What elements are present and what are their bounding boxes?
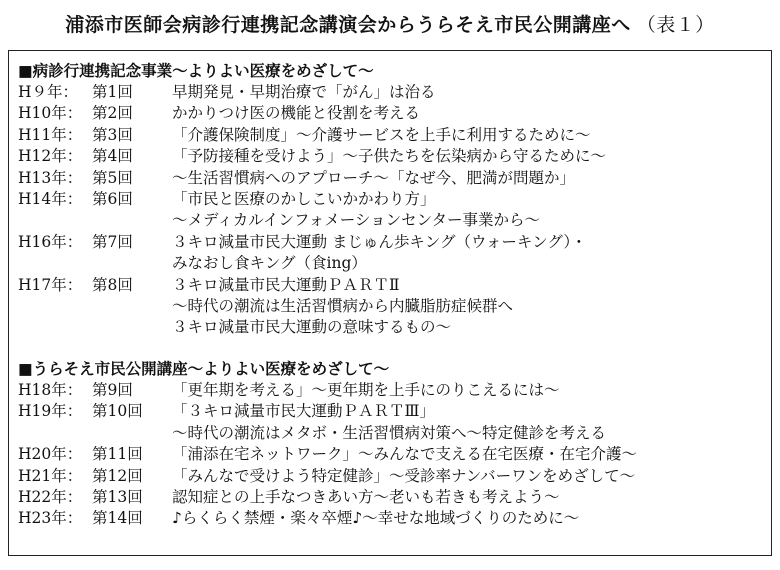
entry-topic: かかりつけ医の機能と役割を考える	[172, 104, 421, 123]
lecture-entry	[18, 380, 771, 401]
section-heading: ■うらそえ市民公開講座～よりよい医療をめざして～	[18, 359, 390, 378]
lecture-entry	[18, 82, 771, 103]
section-heading: ■病診行連携記念事業～よりよい医療をめざして～	[18, 62, 374, 80]
entry-topic: ３キロ減量市民大運動 まじゅん歩キング（ウォーキング）・	[172, 232, 587, 251]
entry-year: H21年：	[18, 466, 83, 485]
lecture-entry	[18, 189, 771, 210]
entry-topic: 「介護保険制度」～介護サービスを上手に利用するために～	[172, 125, 591, 144]
entry-topic: ～生活習慣病へのアプローチ～「なぜ今、肥満が問題か」	[172, 168, 576, 187]
entry-year: H17年：	[18, 275, 83, 294]
entry-topic-continuation: ～メディカルインフォメーションセンター事業から～	[172, 211, 540, 230]
entry-year: H20年：	[18, 445, 83, 464]
entry-year: H９年：	[18, 83, 79, 101]
entry-number: 第5回	[92, 168, 133, 187]
entry-number: 第3回	[92, 125, 133, 144]
lecture-entry	[18, 275, 771, 296]
entry-number: 第6回	[92, 190, 133, 209]
entry-year: H11年：	[18, 125, 83, 144]
entry-number: 第13回	[92, 487, 143, 506]
lecture-entry	[18, 466, 771, 487]
page-title	[0, 10, 780, 37]
entry-topic: ♪らくらく禁煙・楽々卒煙♪～幸せな地域づくりのために～	[172, 509, 580, 528]
entry-number: 第4回	[92, 147, 133, 166]
entry-number: 第9回	[92, 380, 133, 399]
entry-number: 第14回	[92, 509, 143, 528]
entry-year: H10年：	[18, 104, 83, 123]
entry-number: 第1回	[92, 83, 133, 101]
table-label: （表１）	[636, 14, 715, 36]
lecture-entry	[18, 444, 771, 465]
entry-number: 第2回	[92, 104, 133, 123]
entry-topic: 「更年期を考える」～更年期を上手にのりこえるには～	[172, 380, 560, 399]
entry-number: 第7回	[92, 232, 133, 251]
entry-year: H16年：	[18, 232, 83, 251]
lecture-entry	[18, 487, 771, 508]
entry-topic: 「予防接種を受けよう」～子供たちを伝染病から守るために～	[172, 147, 607, 166]
title-text: 浦添市医師会病診行連携記念講演会からうらそえ市民公開講座へ	[65, 14, 631, 36]
lecture-entry	[18, 168, 771, 189]
entry-year: H14年：	[18, 190, 83, 209]
entry-number: 第8回	[92, 275, 133, 294]
lecture-entry	[18, 232, 771, 253]
entry-number: 第12回	[92, 466, 143, 485]
entry-topic: 「３キロ減量市民大運動ＰＡＲＴⅢ」	[172, 402, 435, 421]
lecture-entry	[18, 125, 771, 146]
entry-topic-continuation: ～時代の潮流はメタボ・生活習慣病対策へ～特定健診を考える	[172, 423, 607, 442]
entry-year: H13年：	[18, 168, 83, 187]
entry-year: H23年：	[18, 509, 83, 528]
lecture-entry	[18, 508, 771, 529]
entry-number: 第10回	[92, 402, 143, 421]
lecture-entry	[18, 401, 771, 422]
entry-number: 第11回	[92, 445, 143, 464]
entry-topic: 「みんなで受けよう特定健診」～受診率ナンバーワンをめざして～	[172, 466, 636, 485]
entry-year: H12年：	[18, 147, 83, 166]
lecture-list-box	[8, 50, 772, 556]
entry-topic-continuation: ～時代の潮流は生活習慣病から内臓脂肪症候群へ	[172, 297, 514, 316]
entry-topic-continuation: ３キロ減量市民大運動の意味するもの～	[172, 318, 452, 337]
lecture-entry	[18, 103, 771, 124]
entry-topic: 認知症との上手なつきあい方～老いも若きも考えよう～	[172, 487, 560, 506]
entry-topic: 「市民と医療のかしこいかかわり方」	[172, 190, 436, 209]
entry-year: H18年：	[18, 380, 83, 399]
entry-topic: ３キロ減量市民大運動ＰＡＲＴⅡ	[172, 275, 400, 294]
entry-topic-continuation: みなおし食キング（食ing）	[172, 254, 367, 273]
entry-year: H22年：	[18, 487, 83, 506]
entry-topic: 早期発見・早期治療で「がん」は治る	[172, 83, 436, 101]
section-spacer	[18, 339, 771, 359]
entry-topic: 「浦添在宅ネットワーク」～みんなで支える在宅医療・在宅介護～	[172, 445, 638, 464]
entry-year: H19年：	[18, 402, 83, 421]
lecture-entry	[18, 146, 771, 167]
